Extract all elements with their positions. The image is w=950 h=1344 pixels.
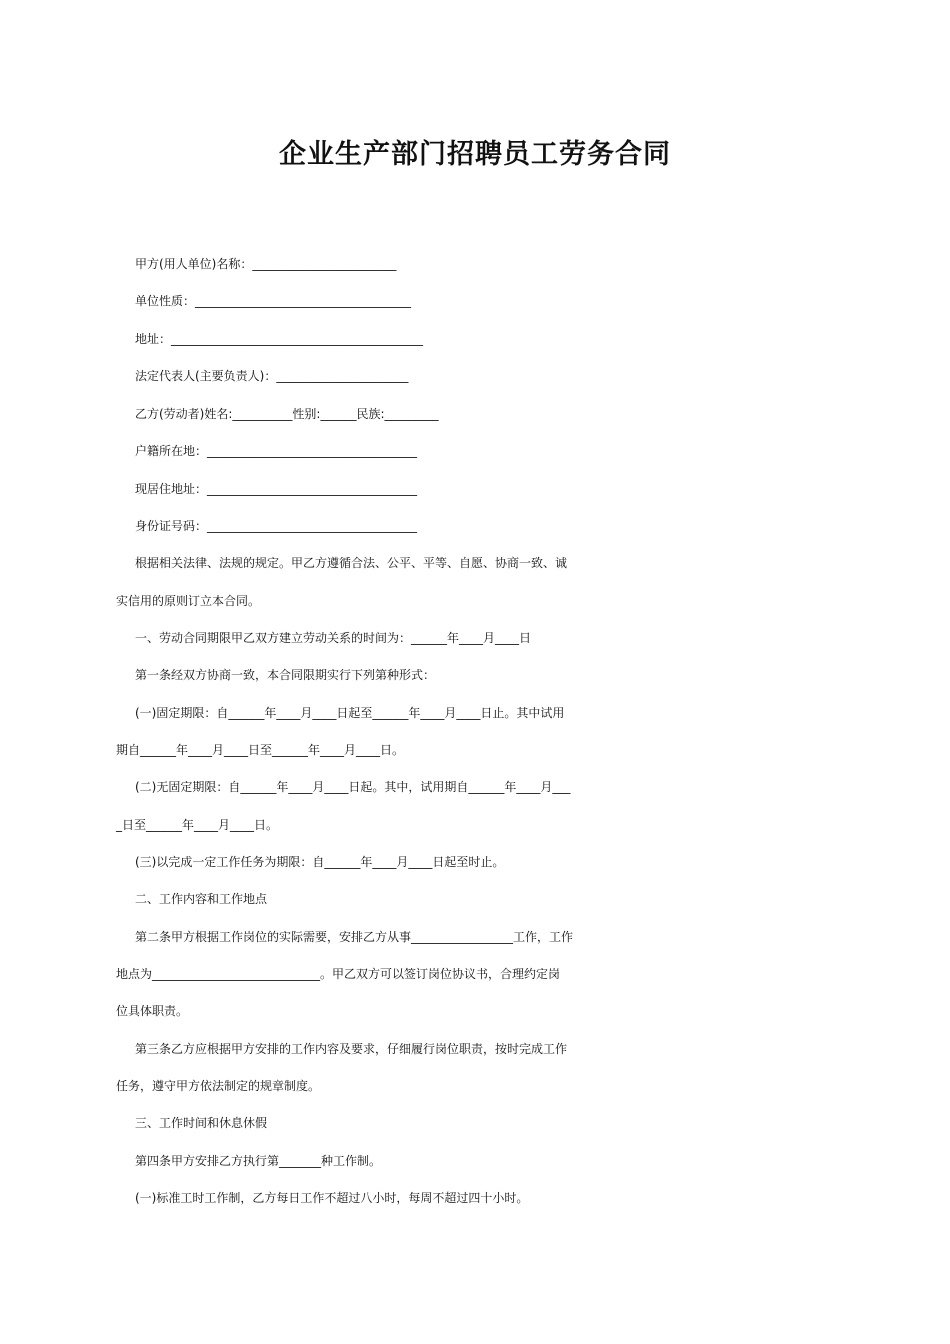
paragraph-line: 地点为____________________________。甲乙双方可以签订岗位协议书，合理约定岗	[116, 967, 561, 981]
paragraph-line: (二)无固定期限：自______年____月____日起。其中，试用期自______年____月___	[135, 780, 571, 794]
paragraph-line: (三)以完成一定工作任务为期限：自______年____月____日起至时止。	[135, 855, 505, 869]
id-number-line: 身份证号码：___________________________________	[135, 519, 418, 533]
paragraph-line: 期自______年____月____日至______年____月____日。	[116, 743, 405, 757]
section-heading: 三、工作时间和休息休假	[135, 1116, 268, 1130]
household-line: 户籍所在地：___________________________________	[135, 444, 418, 458]
paragraph-line: 第二条甲方根据工作岗位的实际需要，安排乙方从事_________________工作，工作	[135, 930, 574, 944]
paragraph-line: 第四条甲方安排乙方执行第_______种工作制。	[135, 1154, 382, 1168]
paragraph-line: (一)固定期限：自______年____月____日起至______年____月____日止。其中试用	[135, 706, 565, 720]
legal-rep-line: 法定代表人(主要负责人)：______________________	[135, 369, 409, 383]
section-heading: 二、工作内容和工作地点	[135, 892, 268, 906]
paragraph-line: 任务，遵守甲方依法制定的规章制度。	[116, 1079, 321, 1093]
party-a-name-line: 甲方(用人单位)名称：________________________	[135, 257, 397, 271]
paragraph-line: 第三条乙方应根据甲方安排的工作内容及要求，仔细履行岗位职责，按时完成工作	[135, 1042, 568, 1056]
document-title: 企业生产部门招聘员工劳务合同	[279, 139, 671, 170]
paragraph-line: 位具体职责。	[116, 1004, 189, 1018]
paragraph-line: 根据相关法律、法规的规定。甲乙方遵循合法、公平、平等、自愿、协商一致、诚	[135, 556, 568, 570]
party-b-name-line: 乙方(劳动者)姓名:__________性别:______民族:_________	[135, 407, 439, 421]
paragraph-line: _日至______年____月____日。	[116, 818, 279, 832]
paragraph-line: 实信用的原则订立本合同。	[116, 594, 261, 608]
paragraph-line: 第一条经双方协商一致，本合同限期实行下列第种形式：	[135, 668, 436, 682]
address-line: 地址：__________________________________________	[135, 332, 424, 346]
section-heading: 一、劳动合同期限甲乙双方建立劳动关系的时间为：______年____月____日	[135, 631, 532, 645]
current-address-line: 现居住地址：___________________________________	[135, 482, 418, 496]
unit-nature-line: 单位性质：____________________________________	[135, 294, 412, 308]
paragraph-line: (一)标准工时工作制，乙方每日工作不超过八小时，每周不超过四十小时。	[135, 1191, 529, 1205]
